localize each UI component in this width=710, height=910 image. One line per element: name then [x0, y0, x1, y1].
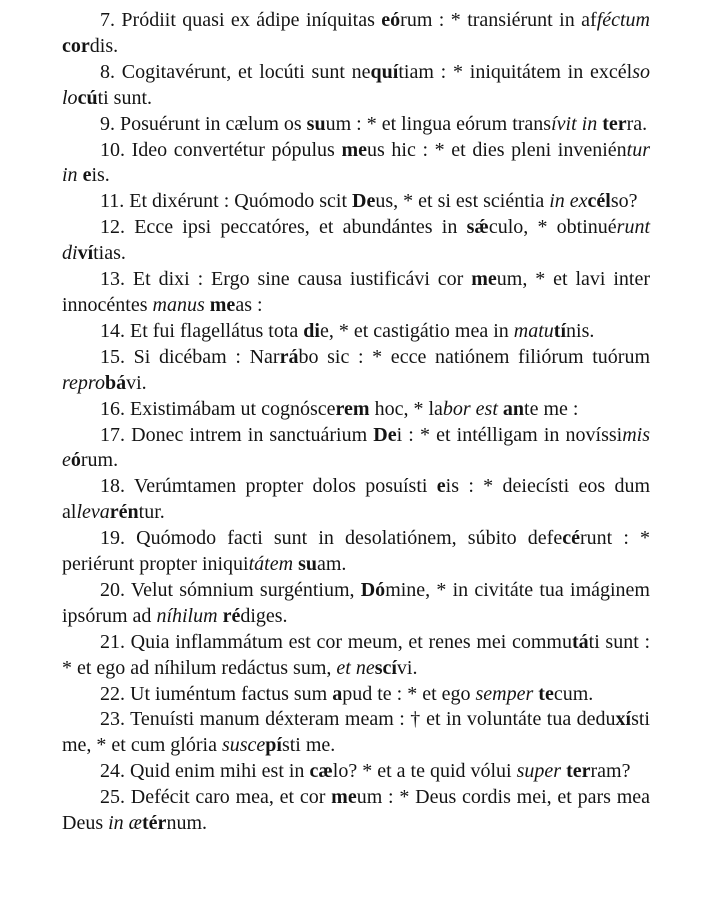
accented-syllable: me: [331, 786, 357, 809]
verse-text: Tenuísti manum déxteram meam : † et in voluntáte tua dedu: [130, 708, 616, 731]
verse-text: Pródiit quasi ex ádipe iníquitas: [121, 9, 382, 31]
accented-syllable: cél: [587, 190, 611, 213]
verse-text: Quómodo facti sunt in desolatiónem, súbito defe: [136, 527, 563, 550]
preparatory-syllable: níhilum: [156, 604, 218, 627]
verse-paragraph: [62, 267, 650, 319]
verse-number: 19.: [100, 527, 137, 550]
preparatory-syllable: susce: [221, 734, 266, 757]
verse-text: runt : * periérunt propter iniqui: [62, 527, 650, 576]
verse-text: Velut sómnium surgéntium,: [130, 578, 361, 601]
verse-text: Et fui flagellátus tota: [130, 319, 304, 342]
preparatory-syllable: ívit in: [551, 112, 598, 135]
accented-syllable: Dó: [360, 578, 386, 601]
verse-text: tiam : * iniquitátem in excél: [398, 60, 633, 83]
verse-text: nis.: [566, 319, 595, 342]
accented-syllable: De: [352, 190, 376, 213]
verse-text: is : * deiecísti eos dum al: [62, 475, 650, 524]
verse-number: 17.: [100, 423, 132, 446]
verse-number: 22.: [100, 682, 130, 705]
accented-syllable: tér: [142, 812, 167, 835]
verse-text: bo sic : * ecce natiónem filiórum tuórum: [298, 345, 651, 368]
verse-text: ti sunt : * et ego ad níhilum redáctus sum,: [62, 630, 650, 679]
preparatory-syllable: super: [516, 760, 562, 783]
verse-number: 25.: [100, 786, 131, 809]
preparatory-syllable: mis e: [62, 423, 650, 472]
verse-text: Et dixi : Ergo sine causa iustificávi cor: [132, 268, 472, 291]
verse-text: Quid enim mihi est in: [130, 760, 310, 783]
verse-number: 13.: [100, 268, 133, 291]
verse-number: 7.: [100, 9, 122, 31]
verse-text: lo? * et a te quid vólui: [332, 760, 517, 783]
verse-text: sti me.: [281, 734, 336, 757]
verse-paragraph: [62, 319, 650, 345]
accented-syllable: an: [502, 397, 525, 420]
verse-text: rum : * transiérunt in af: [400, 9, 597, 31]
preparatory-syllable: tur in: [62, 138, 650, 187]
verse-text: Cogitavérunt, et locúti sunt ne: [121, 60, 371, 83]
preparatory-syllable: repro: [62, 371, 105, 394]
accented-syllable: pí: [265, 734, 282, 757]
verse-text: Si dicébam : Nar: [133, 345, 280, 368]
verse-paragraph: [62, 397, 650, 423]
accented-syllable: cú: [77, 86, 98, 109]
accented-syllable: scí: [374, 656, 397, 679]
verse-number: 23.: [100, 708, 131, 731]
verse-paragraph: [62, 189, 650, 215]
verse-text: te me :: [524, 397, 579, 420]
accented-syllable: me: [471, 268, 497, 291]
verse-text: num.: [166, 812, 207, 835]
accented-syllable: tá: [571, 630, 589, 653]
accented-syllable: rá: [279, 345, 299, 368]
accented-syllable: tí: [553, 319, 567, 342]
verse-number: 20.: [100, 578, 131, 601]
accented-syllable: sǽ: [466, 216, 489, 239]
preparatory-syllable: féctum: [596, 9, 650, 31]
verse-text: Ideo convertétur pópulus: [131, 138, 342, 161]
verse-text: ram?: [590, 760, 631, 783]
accented-syllable: ví: [77, 242, 94, 265]
verse-text: us, * et si est sciéntia: [375, 190, 550, 213]
verse-text: is.: [91, 164, 110, 187]
verse-paragraph: [62, 578, 650, 630]
verse-text: e, * et castigátio mea in: [319, 319, 514, 342]
preparatory-syllable: runt di: [62, 216, 651, 265]
verse-text: Verúmtamen propter dolos posuísti: [133, 475, 437, 498]
accented-syllable: cæ: [309, 760, 333, 783]
accented-syllable: rem: [335, 397, 370, 420]
accented-syllable: su: [306, 112, 326, 135]
accented-syllable: di: [303, 319, 320, 342]
verse-text: Defécit caro mea, et cor: [130, 786, 332, 809]
verse-number: 16.: [100, 397, 130, 420]
verse-text: dis.: [89, 34, 119, 57]
accented-syllable: bá: [104, 371, 127, 394]
verse-text: ti sunt.: [97, 86, 153, 109]
verse-text: Ecce ipsi peccatóres, et abundántes in: [134, 216, 467, 239]
verse-text: um : * et lingua eórum trans: [325, 112, 552, 135]
accented-syllable: me: [209, 293, 236, 316]
verse-text: hoc, * la: [369, 397, 443, 420]
accented-syllable: ter: [602, 112, 627, 135]
preparatory-syllable: in ex: [549, 190, 588, 213]
verse-text: vi.: [126, 371, 147, 394]
accented-syllable: cor: [62, 34, 90, 57]
accented-syllable: De: [373, 423, 397, 446]
verse-text: i : * et intélligam in novíssi: [396, 423, 623, 446]
verse-paragraph: [62, 423, 650, 475]
verse-text: diges.: [240, 604, 288, 627]
verse-paragraph: [62, 526, 650, 578]
accented-syllable: te: [538, 682, 554, 705]
verse-text: Existimábam ut cognósce: [130, 397, 336, 420]
verse-text: Quia inflammátum est cor meum, et renes mei commu: [130, 630, 572, 653]
preparatory-syllable: leva: [76, 501, 110, 524]
verse-text: Donec intrem in sanctuárium: [131, 423, 374, 446]
verse-text: um : * Deus cordis mei, et pars mea Deus: [62, 786, 651, 835]
verse-text: as :: [235, 293, 263, 316]
verse-paragraph: [62, 8, 650, 60]
verse-number: 12.: [100, 216, 135, 239]
verse-text: us hic : * et dies pleni invenién: [367, 138, 627, 161]
preparatory-syllable: matu: [513, 319, 554, 342]
verse-paragraph: [62, 630, 650, 682]
verse-number: 14.: [100, 319, 130, 342]
accented-syllable: cé: [562, 527, 580, 550]
verse-paragraph: [62, 785, 650, 837]
accented-syllable: e: [82, 164, 92, 187]
verse-text: Posuérunt in cælum os: [120, 112, 307, 135]
accented-syllable: eó: [381, 9, 401, 31]
verse-number: 11.: [100, 190, 130, 213]
verse-number: 15.: [100, 345, 134, 368]
verse-paragraph: [62, 759, 650, 785]
verse-text: culo, * obtinué: [488, 216, 617, 239]
verse-paragraph: [62, 60, 650, 112]
verse-number: 10.: [100, 138, 132, 161]
verse-text: tias.: [93, 242, 126, 265]
verse-paragraph: [62, 138, 650, 190]
accented-syllable: a: [332, 682, 343, 705]
verse-text: am.: [316, 553, 347, 576]
verse-paragraph: [62, 112, 650, 138]
accented-syllable: xí: [615, 708, 632, 731]
verse-text: pud te : * et ego: [342, 682, 476, 705]
verse-text: mine, * in civitáte tua imáginem ipsórum ad: [62, 578, 650, 627]
accented-syllable: quí: [370, 60, 399, 83]
accented-syllable: rén: [109, 501, 139, 524]
verse-text: sti me, * et cum glória: [62, 708, 650, 757]
verse-list: [62, 8, 650, 837]
verse-paragraph: [62, 215, 650, 267]
preparatory-syllable: semper: [475, 682, 534, 705]
verse-number: 21.: [100, 630, 131, 653]
preparatory-syllable: manus: [152, 293, 205, 316]
preparatory-syllable: et ne: [336, 656, 375, 679]
accented-syllable: ó: [70, 449, 81, 472]
verse-paragraph: [62, 345, 650, 397]
verse-number: 8.: [100, 60, 122, 83]
verse-paragraph: [62, 682, 650, 708]
verse-paragraph: [62, 707, 650, 759]
accented-syllable: su: [298, 553, 317, 576]
preparatory-syllable: so lo: [62, 60, 650, 109]
verse-text: Et dixérunt : Quómodo scit: [129, 190, 353, 213]
verse-text: um, * et lavi inter innocéntes: [62, 268, 650, 316]
verse-text: vi.: [396, 656, 418, 679]
accented-syllable: ter: [566, 760, 591, 783]
verse-text: tur.: [138, 501, 165, 524]
verse-paragraph: [62, 474, 650, 526]
verse-number: 9.: [100, 112, 120, 135]
accented-syllable: me: [341, 138, 367, 161]
verse-number: 18.: [100, 475, 134, 498]
preparatory-syllable: in æ: [108, 812, 143, 835]
verse-text: Ut iuméntum factus sum: [130, 682, 333, 705]
verse-text: so?: [610, 190, 638, 213]
verse-text: cum.: [553, 682, 594, 705]
verse-number: 24.: [100, 760, 130, 783]
verse-text: rum.: [80, 449, 119, 472]
verse-text: ra.: [626, 112, 648, 135]
preparatory-syllable: bor est: [442, 397, 498, 420]
preparatory-syllable: tátem: [248, 553, 294, 576]
accented-syllable: e: [436, 475, 446, 498]
accented-syllable: ré: [222, 604, 241, 627]
